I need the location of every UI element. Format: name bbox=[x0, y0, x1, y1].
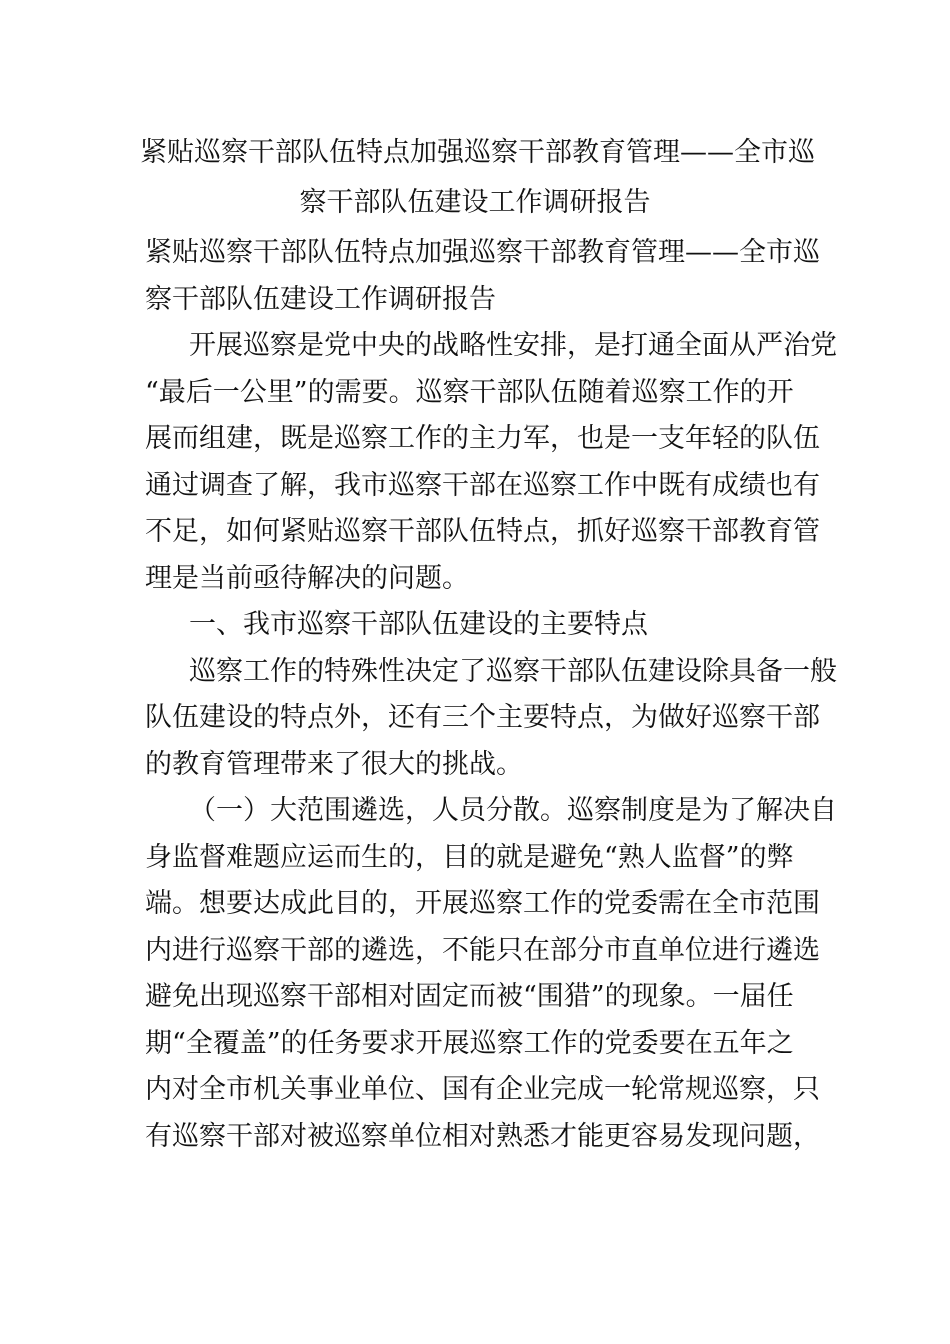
paragraph-line: 有巡察干部对被巡察单位相对熟悉才能更容易发现问题， bbox=[145, 1120, 820, 1152]
paragraph-line: “最后一公里”的需要。巡察干部队伍随着巡察工作的开 bbox=[145, 376, 794, 408]
document-body bbox=[145, 230, 837, 1160]
paragraph-line: 端。想要达成此目的，开展巡察工作的党委需在全市范围 bbox=[145, 888, 820, 919]
paragraph-line: 的教育管理带来了很大的挑战。 bbox=[145, 748, 523, 780]
paragraph-line: 避免出现巡察干部相对固定而被“围猎”的现象。一届任 bbox=[145, 981, 794, 1012]
paragraph-line: 内对全市机关事业单位、国有企业完成一轮常规巡察，只 bbox=[145, 1074, 820, 1105]
subtitle-line-1: 紧贴巡察干部队伍特点加强巡察干部教育管理——全市巡 bbox=[145, 237, 820, 268]
paragraph-line: 开展巡察是党中央的战略性安排，是打通全面从严治党 bbox=[189, 330, 837, 361]
paragraph-line: 通过调查了解，我市巡察干部在巡察工作中既有成绩也有 bbox=[145, 469, 820, 501]
paragraph-line: 巡察工作的特殊性决定了巡察干部队伍建设除具备一般 bbox=[189, 655, 837, 687]
paragraph-line: （一）大范围遴选，人员分散。巡察制度是为了解决自 bbox=[189, 795, 837, 826]
document-title bbox=[140, 128, 815, 228]
paragraph-line: 理是当前亟待解决的问题。 bbox=[145, 562, 469, 594]
section-heading: 一、我市巡察干部队伍建设的主要特点 bbox=[189, 609, 648, 640]
paragraph-line: 内进行巡察干部的遴选，不能只在部分市直单位进行遴选 bbox=[145, 934, 820, 966]
subtitle-line-2: 察干部队伍建设工作调研报告 bbox=[145, 283, 496, 315]
paragraph-line: 队伍建设的特点外，还有三个主要特点，为做好巡察干部 bbox=[145, 702, 820, 733]
paragraph-line: 不足，如何紧贴巡察干部队伍特点，抓好巡察干部教育管 bbox=[145, 516, 820, 547]
paragraph-line: 展而组建，既是巡察工作的主力军，也是一支年轻的队伍 bbox=[145, 423, 820, 454]
paragraph-line: 期“全覆盖”的任务要求开展巡察工作的党委要在五年之 bbox=[145, 1027, 794, 1059]
title-line-2: 察干部队伍建设工作调研报告 bbox=[299, 187, 651, 218]
paragraph-line: 身监督难题应运而生的，目的就是避免“熟人监督”的弊 bbox=[145, 841, 794, 873]
title-line-1: 紧贴巡察干部队伍特点加强巡察干部教育管理——全市巡 bbox=[140, 137, 815, 168]
